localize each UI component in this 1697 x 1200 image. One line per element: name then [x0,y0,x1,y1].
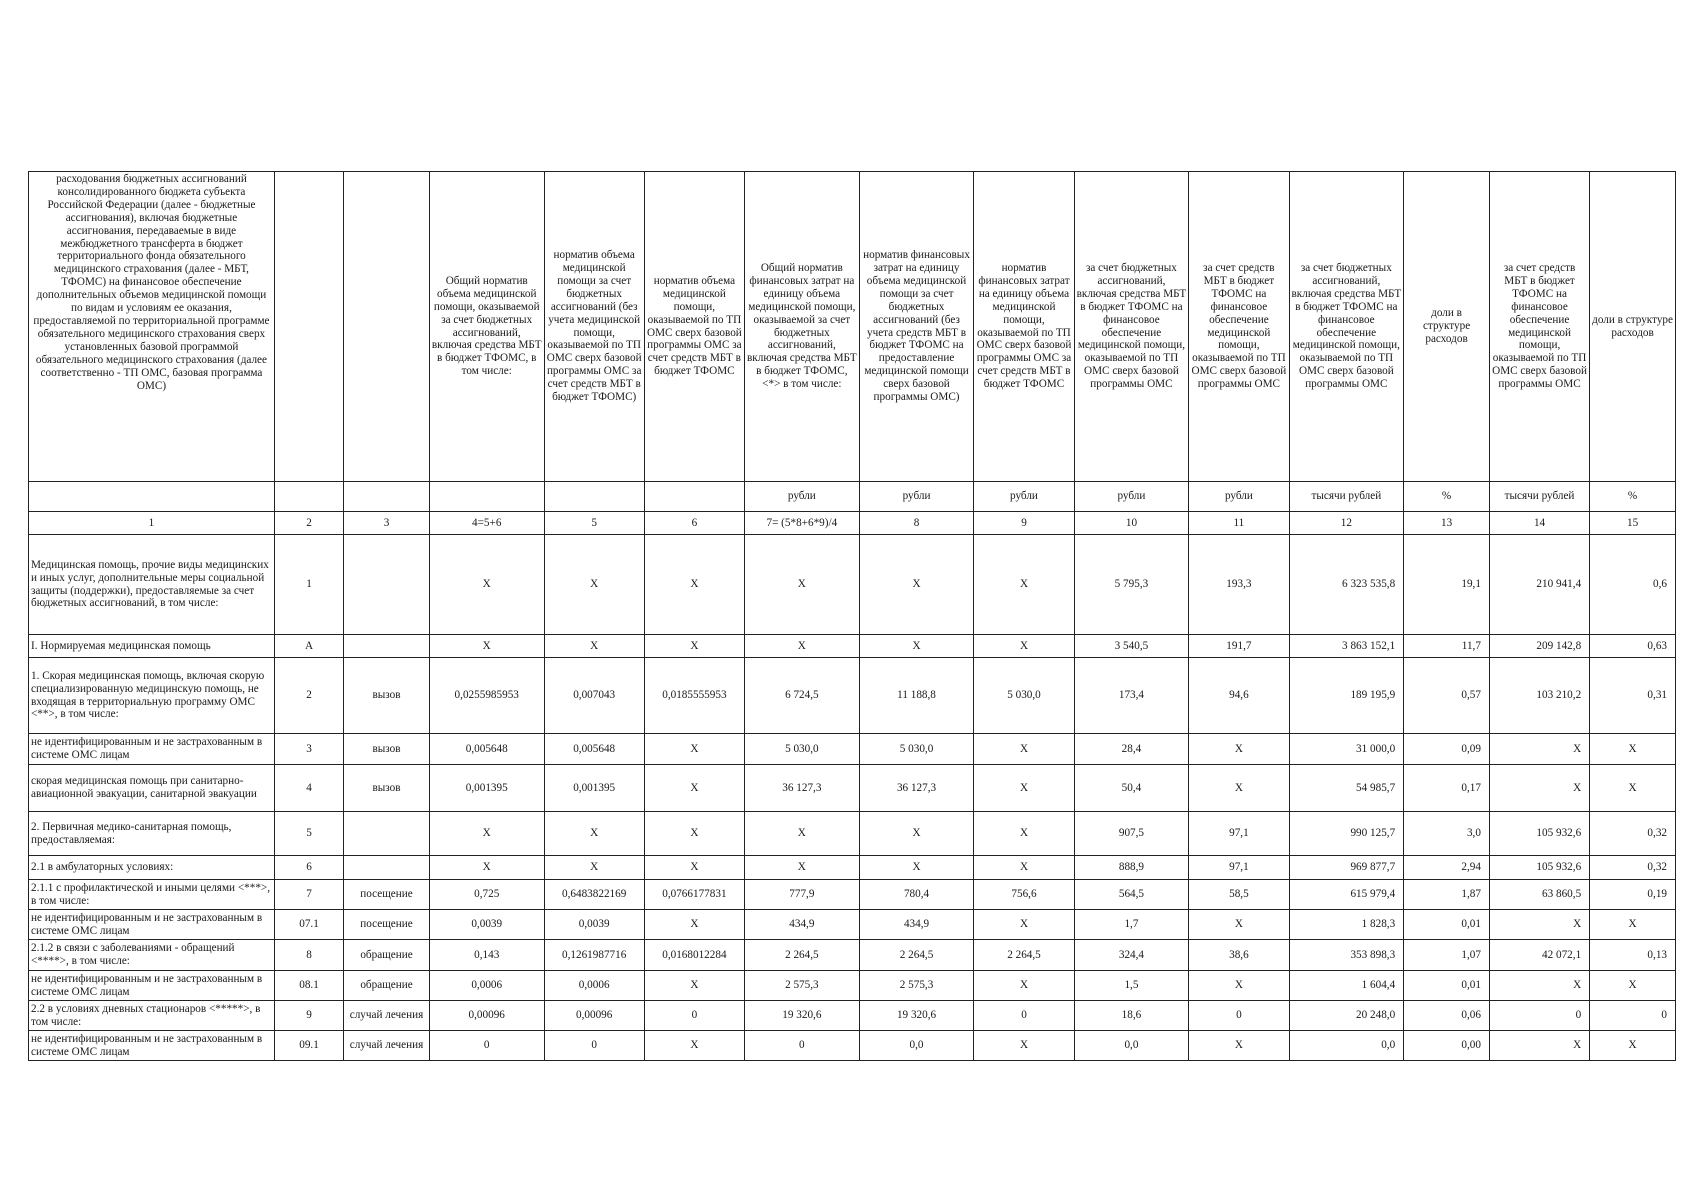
column-number-cell: 3 [344,512,430,535]
unit-cell: тысячи рублей [1489,482,1589,512]
unit-cell: рубли [974,482,1074,512]
table-cell: 0,0 [1074,1031,1189,1061]
table-cell: 28,4 [1074,734,1189,765]
table-cell: 0 [644,1001,744,1031]
table-cell: 7 [274,880,343,910]
column-number-cell: 9 [974,512,1074,535]
table-cell: 19,1 [1404,535,1490,635]
table-cell: 1,5 [1074,971,1189,1001]
table-cell: 97,1 [1189,856,1289,880]
table-row [29,658,1676,734]
table-cell: 0,01 [1404,910,1490,940]
table-cell: 0,0006 [544,971,644,1001]
table-cell: 0,1261987716 [544,940,644,971]
table-cell: Х [1489,734,1589,765]
table-cell: 38,6 [1189,940,1289,971]
table-cell: 1,87 [1404,880,1490,910]
table-cell: Х [1590,1031,1676,1061]
column-number-cell: 13 [1404,512,1490,535]
table-cell: 11,7 [1404,635,1490,658]
table-cell: 31 000,0 [1289,734,1404,765]
table-cell: Х [974,910,1074,940]
table-cell: Х [429,535,544,635]
table-cell: 0,01 [1404,971,1490,1001]
units-row [29,482,1676,512]
table-cell: 97,1 [1189,812,1289,856]
row-label-cell: Медицинская помощь, прочие виды медицинских и иных услуг, дополнительные меры социальной защиты (поддержки), предоставляемые за счет бюджетных ассигнований, в том числе: [29,535,275,635]
table-row [29,1001,1676,1031]
unit-cell: рубли [745,482,860,512]
unit-cell: рубли [1074,482,1189,512]
table-cell: 1,07 [1404,940,1490,971]
unit-cell [29,482,275,512]
unit-cell: % [1590,482,1676,512]
header-row [29,172,1676,482]
header-cell: доли в структуре расходов [1404,172,1490,482]
table-cell: 0,06 [1404,1001,1490,1031]
table-cell: 0,0006 [429,971,544,1001]
table-cell: 0,005648 [544,734,644,765]
table-cell: 0,00 [1404,1031,1490,1061]
table-cell: 2 575,3 [859,971,974,1001]
table-cell: 615 979,4 [1289,880,1404,910]
table-cell: 0,32 [1590,856,1676,880]
table-cell: Х [974,812,1074,856]
table-cell: Х [745,635,860,658]
table-cell: 58,5 [1189,880,1289,910]
table-row [29,812,1676,856]
table-cell: 0,0185555953 [644,658,744,734]
table-cell: 0,725 [429,880,544,910]
table-row [29,856,1676,880]
row-label-cell: 1. Скорая медицинская помощь, включая скорую специализированную медицинскую помощь, не входящая в территориальную программу ОМС <**>, в том числе: [29,658,275,734]
table-cell: Х [745,812,860,856]
header-cell: норматив финансовых затрат на единицу объема медицинской помощи за счет бюджетных ассигнований (без учета средств МБТ в бюджет ТФОМС на предоставление медицинской помощи сверх базовой программы ОМС) [859,172,974,482]
table-cell: 0,6 [1590,535,1676,635]
table-cell: Х [1489,910,1589,940]
row-label-cell: 2.2 в условиях дневных стационаров <*****>, в том числе: [29,1001,275,1031]
table-row [29,635,1676,658]
table-cell: 434,9 [859,910,974,940]
table-cell: обращение [344,971,430,1001]
table-cell: Х [644,856,744,880]
table-cell: посещение [344,880,430,910]
table-cell: 0 [974,1001,1074,1031]
table-cell: 907,5 [1074,812,1189,856]
table-cell: 0,00096 [429,1001,544,1031]
header-cell: за счет бюджетных ассигнований, включая средства МБТ в бюджет ТФОМС на финансовое обеспечение медицинской помощи, оказываемой по ТП ОМС сверх базовой программы ОМС [1289,172,1404,482]
table-cell: 0,09 [1404,734,1490,765]
table-cell: Х [1189,971,1289,1001]
table-cell: 191,7 [1189,635,1289,658]
table-cell: 50,4 [1074,765,1189,812]
row-label-cell: 2.1 в амбулаторных условиях: [29,856,275,880]
table-cell: 36 127,3 [745,765,860,812]
table-cell: Х [1189,734,1289,765]
table-cell: посещение [344,910,430,940]
financing-table [28,171,1676,1061]
table-cell: 0,13 [1590,940,1676,971]
table-cell: 19 320,6 [745,1001,860,1031]
table-cell: 2,94 [1404,856,1490,880]
table-cell: вызов [344,658,430,734]
table-cell: вызов [344,734,430,765]
header-cell: норматив объема медицинской помощи, оказываемой по ТП ОМС сверх базовой программы ОМС за счет средств МБТ в бюджет ТФОМС [644,172,744,482]
table-cell: Х [644,734,744,765]
table-cell: Х [974,765,1074,812]
column-number-cell: 12 [1289,512,1404,535]
table-cell: 5 795,3 [1074,535,1189,635]
unit-cell [274,482,343,512]
table-cell: Х [644,910,744,940]
table-cell: 2 264,5 [859,940,974,971]
table-cell: Х [1489,765,1589,812]
table-cell: А [274,635,343,658]
table-cell: вызов [344,765,430,812]
table-cell: Х [1590,765,1676,812]
table-cell: 6 724,5 [745,658,860,734]
table-cell: 0,32 [1590,812,1676,856]
table-cell: 0,0766177831 [644,880,744,910]
table-cell: Х [1189,765,1289,812]
table-cell: 0 [544,1031,644,1061]
table-cell: Х [974,535,1074,635]
table-cell: Х [974,1031,1074,1061]
table-cell: Х [1590,734,1676,765]
column-number-cell: 8 [859,512,974,535]
table-cell: Х [644,635,744,658]
table-cell: 990 125,7 [1289,812,1404,856]
table-cell: 0,005648 [429,734,544,765]
table-row [29,940,1676,971]
table-cell: 19 320,6 [859,1001,974,1031]
table-cell: 0,007043 [544,658,644,734]
row-label-cell: не идентифицированным и не застрахованным в системе ОМС лицам [29,1031,275,1061]
table-cell: 193,3 [1189,535,1289,635]
table-cell: 756,6 [974,880,1074,910]
row-label-cell: 2. Первичная медико-санитарная помощь, предоставляемая: [29,812,275,856]
column-number-cell: 2 [274,512,343,535]
table-cell: Х [974,971,1074,1001]
table-cell: 1 828,3 [1289,910,1404,940]
table-cell: 09.1 [274,1031,343,1061]
table-cell: 0,63 [1590,635,1676,658]
column-number-cell: 11 [1189,512,1289,535]
table-cell: Х [1590,971,1676,1001]
table-row [29,1031,1676,1061]
column-number-row [29,512,1676,535]
table-cell: 0 [745,1031,860,1061]
table-cell: 0 [429,1031,544,1061]
unit-cell: тысячи рублей [1289,482,1404,512]
table-cell: Х [745,535,860,635]
table-cell: 2 264,5 [974,940,1074,971]
unit-cell [429,482,544,512]
table-cell: Х [859,812,974,856]
unit-cell [344,482,430,512]
table-cell: 2 [274,658,343,734]
table-cell [344,812,430,856]
header-cell: доли в структуре расходов [1590,172,1676,482]
table-cell [344,535,430,635]
header-cell: за счет бюджетных ассигнований, включая средства МБТ в бюджет ТФОМС на финансовое обеспечение медицинской помощи, оказываемой по ТП ОМС сверх базовой программы ОМС [1074,172,1189,482]
table-cell: 353 898,3 [1289,940,1404,971]
table-row [29,765,1676,812]
table-cell: Х [429,856,544,880]
header-cell: расходования бюджетных ассигнований консолидированного бюджета субъекта Российской Федерации (далее - бюджетные ассигнования), включая бюджетные ассигнования, передаваемые в виде межбюджетного трансферта в бюджет территориального фонда обязательного медицинского страхования (далее - МБТ, ТФОМС) на финансовое обеспечение дополнительных объемов медицинской помощи по видам и условиям ее оказания, предоставляемой по территориальной программе обязательного медицинского страхования сверх установленных базовой программой обязательного медицинского страхования (далее соответственно - ТП ОМС, базовая программа ОМС) [29,172,275,482]
table-cell: 564,5 [1074,880,1189,910]
column-number-cell: 14 [1489,512,1589,535]
table-cell: 0,001395 [544,765,644,812]
table-cell: 5 030,0 [859,734,974,765]
row-label-cell: 2.1.2 в связи с заболеваниями - обращений <****>, в том числе: [29,940,275,971]
table-cell: 0,00096 [544,1001,644,1031]
table-cell: Х [1590,910,1676,940]
table-cell: 5 030,0 [974,658,1074,734]
table-cell: 6 [274,856,343,880]
row-label-cell: не идентифицированным и не застрахованным в системе ОМС лицам [29,910,275,940]
table-cell: Х [859,856,974,880]
table-cell: 1 [274,535,343,635]
table-row [29,910,1676,940]
header-cell [274,172,343,482]
table-cell: Х [544,535,644,635]
header-cell: за счет средств МБТ в бюджет ТФОМС на финансовое обеспечение медицинской помощи, оказываемой по ТП ОМС сверх базовой программы ОМС [1189,172,1289,482]
unit-cell: рубли [859,482,974,512]
table-cell: Х [544,812,644,856]
table-cell: 888,9 [1074,856,1189,880]
table-cell: Х [544,635,644,658]
column-number-cell: 7= (5*8+6*9)/4 [745,512,860,535]
table-cell: 0 [1189,1001,1289,1031]
column-number-cell: 5 [544,512,644,535]
header-cell [344,172,430,482]
table-cell: Х [1489,1031,1589,1061]
table-cell: 42 072,1 [1489,940,1589,971]
table-cell: 18,6 [1074,1001,1189,1031]
table-cell: Х [644,765,744,812]
table-body [29,172,1676,1061]
table-cell: 63 860,5 [1489,880,1589,910]
table-cell: 0 [1489,1001,1589,1031]
table-cell: 1 604,4 [1289,971,1404,1001]
table-cell: Х [859,535,974,635]
table-cell: 0,0255985953 [429,658,544,734]
table-cell: 0,19 [1590,880,1676,910]
table-cell: 94,6 [1189,658,1289,734]
header-cell: Общий норматив объема медицинской помощи, оказываемой за счет бюджетных ассигнований, включая средства МБТ в бюджет ТФОМС, в том числе: [429,172,544,482]
table-cell: Х [974,734,1074,765]
table-cell: 105 932,6 [1489,856,1589,880]
table-cell: 0,6483822169 [544,880,644,910]
table-cell: 07.1 [274,910,343,940]
table-cell: Х [644,812,744,856]
table-cell: 780,4 [859,880,974,910]
table-cell: 8 [274,940,343,971]
table-cell: 1,7 [1074,910,1189,940]
table-cell: Х [429,635,544,658]
table-cell: Х [544,856,644,880]
table-cell: 173,4 [1074,658,1189,734]
table-cell: 0,143 [429,940,544,971]
table-cell: 969 877,7 [1289,856,1404,880]
table-row [29,734,1676,765]
table-cell: 3,0 [1404,812,1490,856]
table-cell: 0 [1590,1001,1676,1031]
table-cell: 5 030,0 [745,734,860,765]
table-row [29,971,1676,1001]
table-cell: 20 248,0 [1289,1001,1404,1031]
table-cell: 36 127,3 [859,765,974,812]
row-label-cell: 2.1.1 с профилактической и иными целями <***>, в том числе: [29,880,275,910]
table-cell: случай лечения [344,1001,430,1031]
table-cell: 2 575,3 [745,971,860,1001]
table-cell [344,856,430,880]
table-cell: 0,0039 [429,910,544,940]
table-cell: 0,31 [1590,658,1676,734]
table-row [29,535,1676,635]
table-cell: 189 195,9 [1289,658,1404,734]
table-cell: 6 323 535,8 [1289,535,1404,635]
table-cell: 3 540,5 [1074,635,1189,658]
table-cell: 5 [274,812,343,856]
table-row [29,880,1676,910]
table-cell [344,635,430,658]
table-cell: 9 [274,1001,343,1031]
table-cell: 0,001395 [429,765,544,812]
table-cell: 3 [274,734,343,765]
unit-cell [544,482,644,512]
row-label-cell: не идентифицированным и не застрахованным в системе ОМС лицам [29,734,275,765]
table-cell: 0,57 [1404,658,1490,734]
table-cell: Х [974,635,1074,658]
table-cell: Х [974,856,1074,880]
table-cell: 103 210,2 [1489,658,1589,734]
column-number-cell: 1 [29,512,275,535]
table-cell: случай лечения [344,1031,430,1061]
table-cell: 105 932,6 [1489,812,1589,856]
table-cell: 777,9 [745,880,860,910]
table-cell: Х [745,856,860,880]
table-cell: 0,0168012284 [644,940,744,971]
row-label-cell: I. Нормируемая медицинская помощь [29,635,275,658]
table-cell: 210 941,4 [1489,535,1589,635]
table-cell: 0,17 [1404,765,1490,812]
table-cell: 4 [274,765,343,812]
header-cell: норматив финансовых затрат на единицу объема медицинской помощи, оказываемой по ТП ОМС сверх базовой программы ОМС за счет средств МБТ в бюджет ТФОМС [974,172,1074,482]
column-number-cell: 15 [1590,512,1676,535]
table-cell: 11 188,8 [859,658,974,734]
unit-cell: рубли [1189,482,1289,512]
table-cell: Х [644,971,744,1001]
unit-cell [644,482,744,512]
row-label-cell: скорая медицинская помощь при санитарно-авиационной эвакуации, санитарной эвакуации [29,765,275,812]
column-number-cell: 10 [1074,512,1189,535]
header-cell: Общий норматив финансовых затрат на единицу объема медицинской помощи, оказываемой за счет бюджетных ассигнований, включая средства МБТ в бюджет ТФОМС, <*> в том числе: [745,172,860,482]
financing-table-sheet [28,171,1676,1061]
table-cell: 3 863 152,1 [1289,635,1404,658]
unit-cell: % [1404,482,1490,512]
table-cell: 54 985,7 [1289,765,1404,812]
header-cell: норматив объема медицинской помощи за счет бюджетных ассигнований (без учета медицинской помощи, оказываемой по ТП ОМС сверх базовой программы ОМС за счет средств МБТ в бюджет ТФОМС) [544,172,644,482]
table-cell: 0,0039 [544,910,644,940]
table-cell: 209 142,8 [1489,635,1589,658]
table-cell: 08.1 [274,971,343,1001]
table-cell: обращение [344,940,430,971]
table-cell: 0,0 [859,1031,974,1061]
table-cell: Х [644,1031,744,1061]
column-number-cell: 4=5+6 [429,512,544,535]
row-label-cell: не идентифицированным и не застрахованным в системе ОМС лицам [29,971,275,1001]
table-cell: Х [1489,971,1589,1001]
table-cell: Х [1189,1031,1289,1061]
table-cell: 2 264,5 [745,940,860,971]
column-number-cell: 6 [644,512,744,535]
table-cell: 434,9 [745,910,860,940]
table-cell: 324,4 [1074,940,1189,971]
table-cell: Х [1189,910,1289,940]
table-cell: Х [859,635,974,658]
table-cell: Х [429,812,544,856]
table-cell: 0,0 [1289,1031,1404,1061]
header-cell: за счет средств МБТ в бюджет ТФОМС на финансовое обеспечение медицинской помощи, оказываемой по ТП ОМС сверх базовой программы ОМС [1489,172,1589,482]
table-cell: Х [644,535,744,635]
